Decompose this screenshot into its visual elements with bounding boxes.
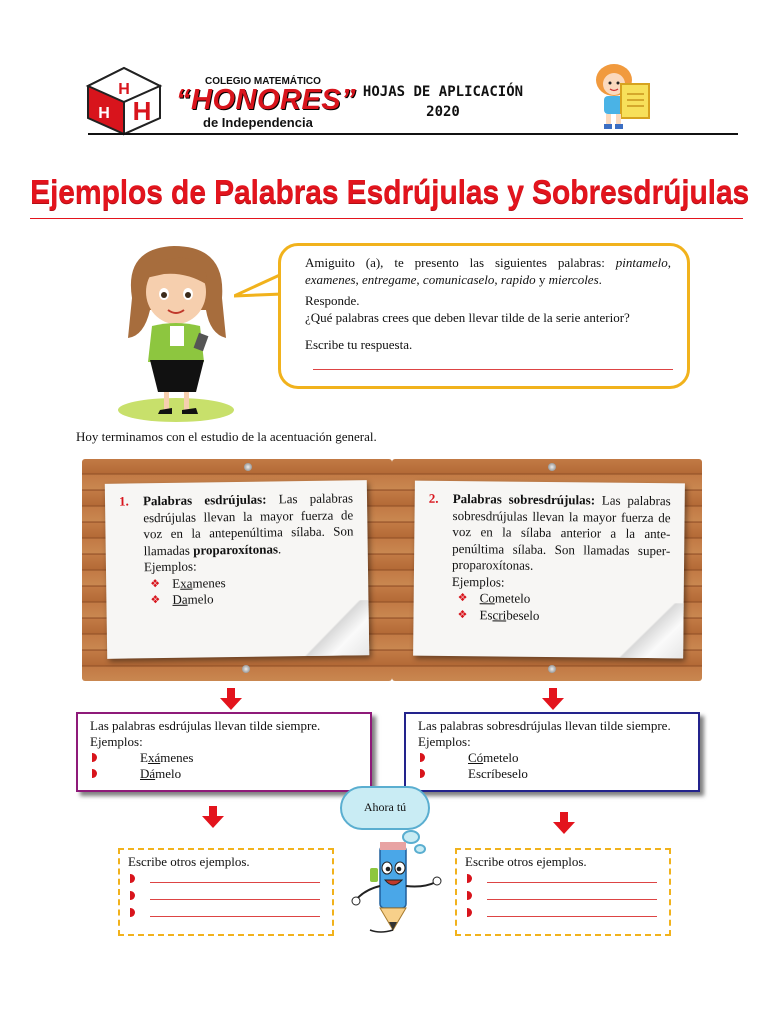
card-2-number: 2.	[428, 490, 439, 506]
bullet-icon	[92, 769, 97, 778]
bullet-icon	[420, 753, 425, 762]
word-sep-3: ,	[416, 272, 423, 287]
rule-esdrujulas	[76, 712, 372, 792]
word-sep-6: .	[598, 272, 602, 287]
word-sep-4: ,	[494, 272, 501, 287]
list-item: ❖ Escribeselo	[457, 606, 540, 623]
list-item: Exámenes	[90, 750, 358, 766]
card-esdrujulas	[105, 480, 369, 659]
answer-line[interactable]	[465, 904, 661, 921]
word-1: pintamelo	[615, 255, 668, 270]
answer-line[interactable]	[128, 904, 324, 921]
rule-2-examples-label: Ejemplos:	[418, 734, 471, 749]
rule-sobresdrujulas	[404, 712, 700, 792]
list-item: Escríbeselo	[418, 766, 686, 782]
word-sep-1: ,	[667, 255, 671, 270]
rule-1-examples-label: Ejemplos:	[90, 734, 143, 749]
card-1-number: 1.	[118, 493, 129, 509]
rule-2-examples	[418, 750, 686, 782]
diamond-bullet-icon: ❖	[150, 594, 161, 607]
list-item: ❖ Cometelo	[457, 590, 531, 606]
bullet-icon	[130, 908, 135, 917]
list-item: Dámelo	[90, 766, 358, 782]
rule-1-text: Las palabras esdrújulas llevan tilde siempre.	[90, 718, 321, 733]
list-item: ❖ Examenes	[150, 574, 226, 591]
bubble-responde: Responde.	[305, 293, 360, 308]
diamond-bullet-icon: ❖	[457, 592, 468, 605]
sheet-title-line2: 2020	[426, 104, 460, 120]
word-5: rapido	[500, 272, 536, 287]
arrow-down-icon	[553, 812, 575, 834]
logo-letter-top: H	[118, 81, 130, 98]
answer-line[interactable]	[465, 870, 661, 887]
card-1-text: Las palabras esdrújulas llevan la mayor fuerza de voz en la antepenúltima sílaba. Son llamadas	[143, 490, 354, 558]
page-curl	[613, 603, 684, 659]
card-sobresdrujulas	[413, 481, 685, 659]
school-line3: de Independencia	[203, 115, 313, 130]
sheet-title-line1: HOJAS DE APLICACIÓN	[362, 84, 524, 100]
answer-line[interactable]	[128, 887, 324, 904]
list-item: ❖ Damelo	[150, 591, 214, 607]
arrow-down-icon	[220, 688, 242, 710]
bullet-icon	[130, 874, 135, 883]
bullet-icon	[467, 874, 472, 883]
header-rule	[88, 133, 738, 135]
answer-line[interactable]	[128, 870, 324, 887]
pin-left	[244, 463, 252, 471]
bubble-tail	[234, 268, 284, 308]
title-underline	[30, 218, 743, 219]
word-4: comunicaselo	[422, 272, 495, 287]
intro-text: Hoy terminamos con el estudio de la acentuación general.	[76, 429, 377, 444]
arrow-down-icon	[202, 806, 224, 828]
card-1-end: .	[277, 540, 282, 556]
answer-line[interactable]	[313, 359, 673, 370]
word-6: miercoles	[548, 272, 599, 287]
sheet-title	[340, 84, 546, 120]
teacher-illustration	[114, 238, 244, 424]
card-1-bold-end: proparoxítonas	[193, 540, 279, 558]
page-curl	[298, 600, 369, 656]
speech-bubble	[278, 243, 690, 389]
rule-1-examples	[90, 750, 358, 782]
logo-letter-left: H	[98, 105, 110, 122]
list-item: Cómetelo	[418, 750, 686, 766]
pin-bottom-left	[242, 665, 250, 673]
thought-cloud: Ahora tú	[340, 786, 430, 830]
bullet-icon	[467, 908, 472, 917]
bubble-answer-label: Escribe tu respuesta.	[305, 337, 413, 352]
bubble-paragraph-1	[305, 254, 671, 288]
pin-right	[548, 463, 556, 471]
card-1-examples-label: Ejemplos:	[143, 558, 197, 575]
practice-1-label: Escribe otros ejemplos.	[128, 854, 250, 869]
school-name: “HONORES”	[176, 84, 357, 116]
diamond-bullet-icon: ❖	[457, 608, 468, 621]
girl-with-notebook-illustration	[584, 60, 660, 132]
bubble-question: ¿Qué palabras crees que deben llevar tilde de la serie anterior?	[305, 310, 630, 325]
word-sep-5: y	[535, 272, 549, 287]
logo-letter-right: H	[132, 96, 152, 126]
rule-2-text: Las palabras sobresdrújulas llevan tilde siempre.	[418, 718, 671, 733]
school-line1: COLEGIO MATEMÁTICO	[205, 76, 321, 87]
practice-2-label: Escribe otros ejemplos.	[465, 854, 587, 869]
word-3: entregame	[362, 272, 417, 287]
word-2: examenes	[305, 272, 356, 287]
school-logo	[84, 66, 164, 136]
card-1-term: Palabras esdrújulas:	[142, 491, 267, 509]
bullet-icon	[467, 891, 472, 900]
bullet-icon	[130, 891, 135, 900]
pencil-mascot-illustration	[350, 838, 446, 938]
bullet-icon	[92, 753, 97, 762]
card-2-term: Palabras sobresdrújulas:	[452, 490, 596, 508]
arrow-down-icon	[542, 688, 564, 710]
word-sep-2: ,	[355, 272, 363, 287]
card-2-text: Las palabras sobresdrújulas llevan la mayor fuerza de voz en la sílaba anterior a la ante-penúltima sílaba. Son llamadas super-proparoxítonas.	[451, 492, 671, 573]
bullet-icon	[420, 769, 425, 778]
bubble-intro: Amiguito (a), te presento las siguientes palabras:	[305, 255, 616, 270]
page-title: Ejemplos de Palabras Esdrújulas y Sobresdrújulas	[30, 173, 750, 210]
diamond-bullet-icon: ❖	[150, 577, 161, 590]
practice-box-right	[455, 848, 671, 936]
practice-box-left	[118, 848, 334, 936]
card-2-examples-label: Ejemplos:	[451, 573, 505, 590]
pin-bottom-right	[548, 665, 556, 673]
answer-line[interactable]	[465, 887, 661, 904]
